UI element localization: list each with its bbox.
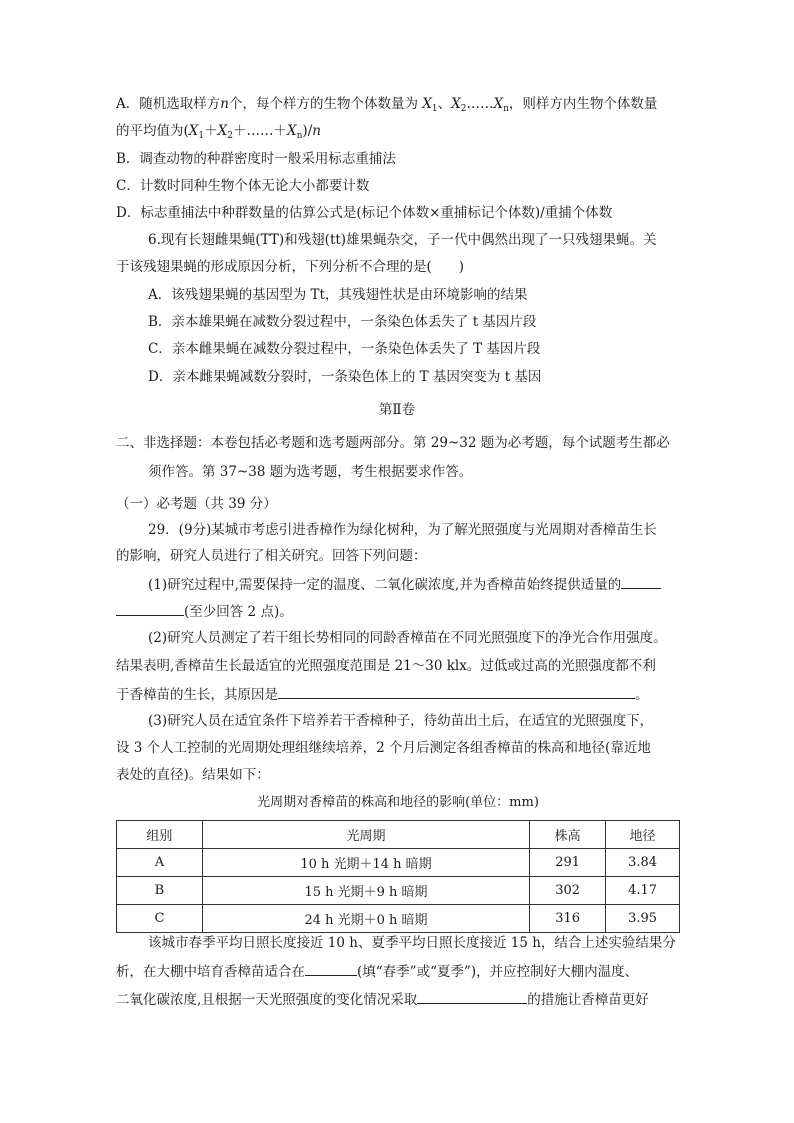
text: 的平均值为(: [116, 123, 189, 139]
cell-group: C: [117, 905, 203, 933]
cell-diameter: 3.84: [606, 849, 680, 877]
cell-photoperiod: 24 h 光期＋0 h 暗期: [202, 905, 529, 933]
table-row: [117, 905, 680, 933]
var-x: X: [188, 123, 199, 139]
cell-height: 302: [530, 877, 606, 905]
text: ＋: [204, 123, 218, 139]
section-intro-line1: 二、非选择题：本卷包括必考题和选考题两部分。第 29~32 题为必考题，每个试题考生都必: [116, 435, 670, 451]
subscript: n: [296, 131, 303, 141]
q6-option-d: D．亲本雌果蝇减数分裂时，一条染色体上的 T 基因突变为 t 基因: [148, 369, 542, 385]
q6-option-b: B．亲本雄果蝇在减数分裂过程中，一条染色体丢失了 t 基因片段: [148, 314, 537, 330]
answer-blank[interactable]: [621, 574, 661, 589]
subscript: 2: [227, 131, 233, 141]
answer-blank[interactable]: [116, 601, 184, 616]
text: ……: [466, 96, 494, 112]
var-x: X: [493, 96, 504, 112]
q29-part3-line3: 表处的直径)。结果如下：: [116, 767, 270, 783]
cell-diameter: 4.17: [606, 877, 680, 905]
text: 。: [635, 687, 649, 703]
cell-height: 316: [530, 905, 606, 933]
q6-option-a: A．该残翅果蝇的基因型为 Tt，其残翅性状是由环境影响的结果: [148, 287, 528, 303]
answer-blank[interactable]: [278, 684, 635, 699]
q29-part3-line2: 设 3 个人工控制的光周期处理组继续培养，2 个月后测定各组香樟苗的株高和地径(靠近地: [116, 740, 651, 756]
text: A．随机选取样方: [116, 96, 221, 112]
q5-option-b: B．调查动物的种群密度时一般采用标志重捕法: [116, 151, 396, 167]
q6-stem-line2: 于该残翅果蝇的形成原因分析，下列分析不合理的是( ): [116, 259, 465, 275]
part-heading: （一）必考题（共 39 分）: [116, 496, 277, 512]
q29-part3-line1: (3)研究人员在适宜条件下培养若干香樟种子，待幼苗出土后，在适宜的光照强度下，: [148, 713, 654, 729]
cell-photoperiod: 15 h 光期＋9 h 暗期: [202, 877, 529, 905]
q29-part1-line1: [148, 574, 661, 595]
table-header-row: [117, 821, 680, 849]
text: 的措施让香樟苗更好: [527, 992, 649, 1008]
cell-group: B: [117, 877, 203, 905]
subscript: n: [503, 104, 509, 114]
results-table: [116, 820, 680, 933]
q29-part2-line1: (2)研究人员测定了若干组长势相同的同龄香樟苗在不同光照强度下的净光合作用强度。: [148, 630, 667, 646]
var-x: X: [217, 123, 228, 139]
text: 析，在大棚中培育香樟苗适合在: [116, 964, 305, 980]
answer-blank[interactable]: [305, 961, 357, 976]
table-row: [117, 849, 680, 877]
q29-after-line3: [116, 989, 649, 1010]
q6-stem-line1: 6.现有长翅雌果蝇(TT)和残翅(tt)雄果蝇杂交，子一代中偶然出现了一只残翅果蝇。关: [148, 232, 657, 248]
header-height: 株高: [530, 821, 606, 849]
subscript: 2: [460, 104, 467, 114]
q29-part1-line2: [116, 601, 293, 622]
q6-option-c: C．亲本雌果蝇在减数分裂过程中，一条染色体丢失了 T 基因片段: [148, 341, 541, 357]
section-intro-line2: 须作答。第 37~38 题为选考题，考生根据要求作答。: [148, 464, 473, 480]
var-n: n: [220, 96, 229, 112]
subscript: 1: [431, 104, 438, 114]
q29-part2-line3: [116, 684, 649, 705]
q5-option-a-line2: [116, 121, 321, 146]
q29-after-line2: [116, 961, 638, 982]
header-photoperiod: 光周期: [202, 821, 529, 849]
text: 二氧化碳浓度,且根据一天光照强度的变化情况采取: [116, 992, 418, 1008]
var-n: n: [312, 123, 321, 139]
q5-option-d: D．标志重捕法中种群数量的估算公式是(标记个体数×重捕标记个体数)/重捕个体数: [116, 205, 613, 221]
cell-photoperiod: 10 h 光期＋14 h 暗期: [202, 849, 529, 877]
text: (1)研究过程中,需要保持一定的温度、二氧化碳浓度,并为香樟苗始终提供适量的: [148, 577, 622, 593]
text: 、: [437, 96, 452, 112]
var-x: X: [287, 123, 297, 139]
q29-after-line1: 该城市春季平均日照长度接近 10 h、夏季平均日照长度接近 15 h，结合上述实验结果分: [148, 935, 676, 951]
text: (填“春季”或“夏季”)，并应控制好大棚内温度、: [357, 964, 639, 980]
q5-option-c: C．计数时同种生物个体无论大小都要计数: [116, 178, 370, 194]
cell-diameter: 3.95: [606, 905, 680, 933]
text: 于香樟苗的生长，其原因是: [116, 687, 278, 703]
text: ＋……＋: [233, 123, 287, 139]
var-x: X: [451, 96, 461, 112]
header-diameter: 地径: [606, 821, 680, 849]
section-title: 第Ⅱ卷: [378, 402, 416, 418]
q29-stem-line1: 29．(9分)某城市考虑引进香樟作为绿化树种，为了解光照强度与光周期对香樟苗生长: [148, 522, 657, 538]
text: (至少回答 2 点)。: [184, 604, 293, 620]
table-caption: 光周期对香樟苗的株高和地径的影响(单位：mm): [257, 795, 539, 810]
text: )/: [302, 123, 313, 139]
q29-part2-line2: 结果表明,香樟苗生长最适宜的光照强度范围是 21～30 klx。过低或过高的光照强度都不利: [116, 658, 656, 674]
text: ，则样方内生物个体数量: [508, 96, 658, 112]
q29-stem-line2: 的影响，研究人员进行了相关研究。回答下列问题：: [116, 548, 427, 564]
header-group: 组别: [117, 821, 203, 849]
cell-height: 291: [530, 849, 606, 877]
var-x: X: [422, 96, 432, 112]
answer-blank[interactable]: [417, 989, 527, 1004]
subscript: 1: [198, 131, 205, 141]
table-row: [117, 877, 680, 905]
text: 个，每个样方的生物个体数量为: [228, 96, 418, 112]
q5-option-a-line1: [116, 94, 657, 119]
cell-group: A: [117, 849, 203, 877]
